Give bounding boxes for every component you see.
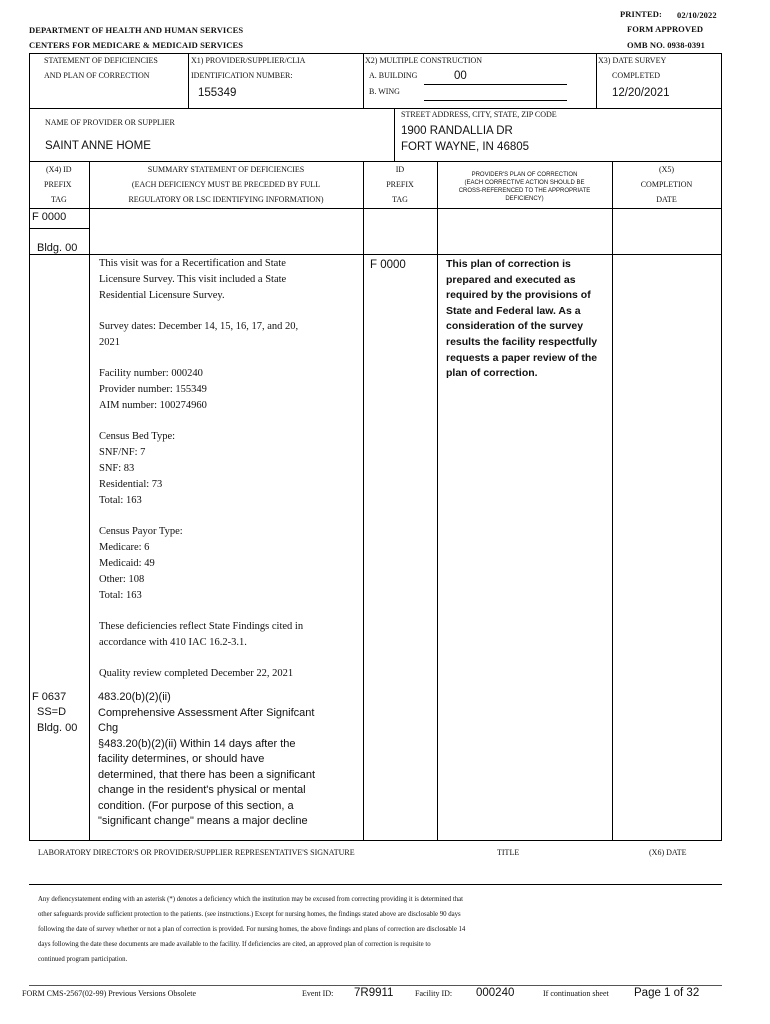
printed-date: 02/10/2022 [677, 10, 717, 20]
x6-date-label: (X6) DATE [649, 848, 687, 857]
printed-label: PRINTED: [620, 9, 662, 19]
provider-name: SAINT ANNE HOME [45, 140, 151, 152]
summary-paragraph: This visit was for a Recertification and State Licensure Survey. This visit included a State Residential Licensure Survey. [99, 258, 287, 301]
col-tag: TAG [51, 195, 67, 204]
col-plan-sub2: CROSS-REFERENCED TO THE APPROPRIATE [458, 188, 591, 194]
plan-tag-f0000: F 0000 [370, 259, 406, 271]
signature-label: LABORATORY DIRECTOR'S OR PROVIDER/SUPPLIER REPRESENTATIVE'S SIGNATURE [38, 848, 355, 857]
summary-paragraph: Survey dates: December 14, 15, 16, 17, and 20, 2021 [99, 321, 299, 348]
disclaimer: Any defiencystatement ending with an asterisk (*) denotes a deficiency which the institution may be excused from correcting providing it is determined that other safeguards provide sufficient protection to the patients. (see instructions.) Except for nursing homes, the findings stated above are disclosable 90 days following the date of survey whether or not a plan of correction is provided. For nursing homes, the above findings and plans of correction are disclosable 14 days following the date these documents are made available to the facility. If deficiencies are cited, an approved plan of correction is requisite to continued program participation. [38, 896, 466, 963]
omb-number: OMB NO. 0938-0391 [627, 40, 705, 50]
summary-paragraph: Facility number: 000240 Provider number: 155349 AIM number: 100274960 [99, 368, 207, 411]
building-label: A. BUILDING [369, 71, 418, 80]
form-number: FORM CMS-2567(02-99) Previous Versions Obsolete [22, 989, 197, 998]
col-plan-title: PROVIDER'S PLAN OF CORRECTION [471, 172, 578, 178]
col-x4-id: (X4) ID [46, 165, 72, 174]
summary-paragraph: These deficiencies reflect State Findings cited in accordance with 410 IAC 16.2-3.1. [99, 621, 304, 648]
col-date: DATE [656, 195, 677, 204]
address-label: STREET ADDRESS, CITY, STATE, ZIP CODE [401, 110, 557, 119]
tag-f0000: F 0000 [32, 211, 67, 223]
col-summary-title: SUMMARY STATEMENT OF DEFICIENCIES [147, 165, 305, 174]
date-survey-value: 12/20/2021 [612, 87, 670, 99]
col-plan-sub1: (EACH CORRECTIVE ACTION SHOULD BE [464, 180, 585, 186]
date-survey-label-2: COMPLETED [612, 71, 660, 80]
provider-name-label: NAME OF PROVIDER OR SUPPLIER [45, 118, 175, 127]
provider-id-label-1: X1) PROVIDER/SUPPLIER/CLIA [191, 56, 306, 65]
continuation-label: If continuation sheet [543, 989, 609, 998]
col-x5: (X5) [658, 165, 675, 174]
provider-id-label-2: IDENTIFICATION NUMBER: [191, 71, 293, 80]
page-number: Page 1 of 32 [634, 987, 700, 999]
multiple-construction-label: X2) MULTIPLE CONSTRUCTION [365, 56, 483, 65]
tag-f0637-bldg: Bldg. 00 [37, 722, 78, 734]
city-state-zip: FORT WAYNE, IN 46805 [401, 141, 530, 153]
plan-of-correction-text: This plan of correction is prepared and executed as required by the provisions of State and Federal law. As a consideration of the survey results the facility respectfully requests a paper review of the plan of correction. [446, 258, 598, 380]
facility-id-value: 000240 [476, 987, 515, 999]
summary-paragraph: Census Bed Type: SNF/NF: 7 SNF: 83 Residential: 73 Total: 163 [99, 431, 176, 506]
event-id-value: 7R9911 [354, 987, 394, 999]
tag-f0000-bldg: Bldg. 00 [37, 242, 78, 254]
col-id-prefix: PREFIX [386, 180, 414, 189]
col-id: ID [395, 165, 405, 174]
facility-id-label: Facility ID: [415, 989, 453, 998]
title-label: TITLE [497, 848, 520, 857]
statement-label-1: STATEMENT OF DEFICIENCIES [44, 56, 158, 65]
tag-f0637-ss: SS=D [37, 706, 67, 718]
tag-f0637: F 0637 [32, 691, 67, 703]
form-approved: FORM APPROVED [627, 24, 704, 34]
wing-label: B. WING [369, 87, 400, 96]
centers-title: CENTERS FOR MEDICARE & MEDICAID SERVICES [29, 40, 244, 50]
col-completion: COMPLETION [640, 180, 693, 189]
col-plan-sub3: DEFICIENCY) [505, 196, 544, 202]
summary-paragraph: Quality review completed December 22, 2021 [99, 668, 294, 679]
summary-content [99, 256, 361, 697]
col-id-tag: TAG [392, 195, 408, 204]
col-summary-sub2: REGULATORY OR LSC IDENTIFYING INFORMATION) [128, 195, 324, 204]
col-summary-sub1: (EACH DEFICIENCY MUST BE PRECEDED BY FULL [131, 180, 321, 189]
f0637-text: 483.20(b)(2)(ii) Comprehensive Assessment After Signifcant Chg §483.20(b)(2)(ii) Within 14 days after the facility determines, or should have determined, that there has been a significant change in the resident's physical or mental condition. (For purpose of this section, a "significant change" means a major decline [98, 691, 316, 827]
department-title: DEPARTMENT OF HEALTH AND HUMAN SERVICES [29, 25, 244, 35]
event-id-label: Event ID: [302, 989, 334, 998]
date-survey-label-1: X3) DATE SURVEY [598, 56, 667, 65]
provider-id-value: 155349 [198, 87, 237, 99]
col-prefix: PREFIX [44, 180, 72, 189]
street-address: 1900 RANDALLIA DR [401, 125, 513, 137]
building-value: 00 [454, 70, 467, 82]
summary-paragraph: Census Payor Type: Medicare: 6 Medicaid: 49 Other: 108 Total: 163 [99, 526, 183, 601]
statement-label-2: AND PLAN OF CORRECTION [44, 71, 150, 80]
